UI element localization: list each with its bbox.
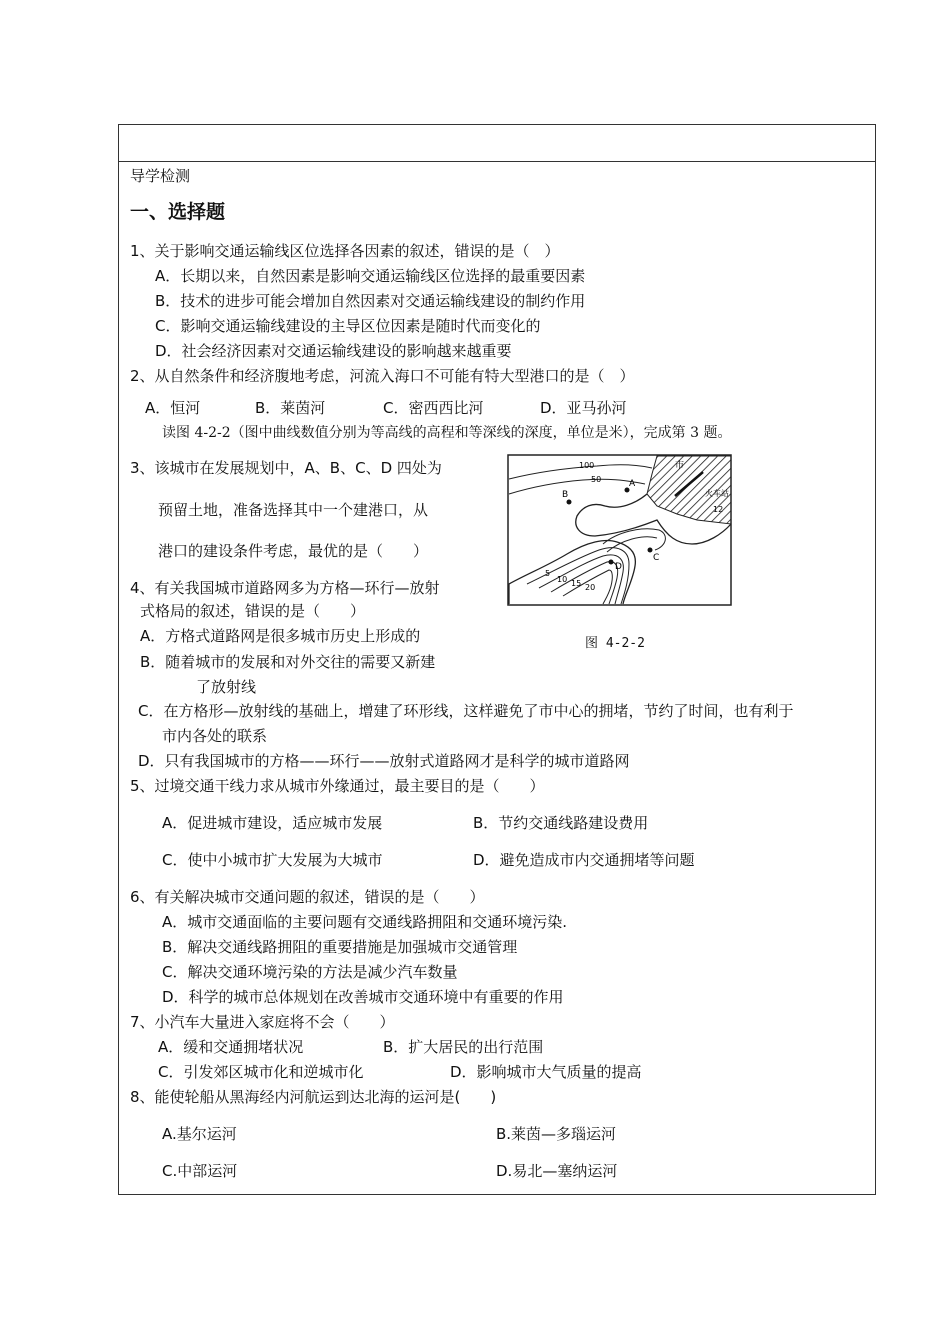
q6-option-c: C．解决交通环境污染的方法是减少汽车数量 [162,963,458,981]
label-depth-15: 15 [571,579,582,588]
q4-stem-line1: 4、有关我国城市道路网多为方格—环行—放射 [130,579,440,597]
point-b-marker [567,500,572,505]
q7-option-b: B．扩大居民的出行范围 [383,1038,544,1056]
q8-option-a: A.基尔运河 [162,1125,237,1143]
q4-option-d: D．只有我国城市的方格——环行——放射式道路网才是科学的城市道路网 [138,752,630,770]
q7-stem: 7、小汽车大量进入家庭将不会（ ） [130,1013,395,1031]
q4-option-c-line2: 市内各处的联系 [162,727,268,745]
label-b: B [562,490,569,500]
q1-option-d: D．社会经济因素对交通运输线建设的影响越来越重要 [155,342,512,360]
q1-option-c: C．影响交通运输线建设的主导区位因素是随时代而变化的 [155,317,541,335]
q1-option-a: A．长期以来，自然因素是影响交通运输线区位选择的最重要因素 [155,267,586,285]
q4-option-a: A．方格式道路网是很多城市历史上形成的 [140,627,421,645]
q2-option-d: D．亚马孙河 [540,399,627,417]
q3-line2: 预留土地，准备选择其中一个建港口，从 [158,501,429,519]
q2-option-b: B．莱茵河 [255,399,326,417]
q5-option-a: A．促进城市建设，适应城市发展 [162,814,383,832]
q7-option-c: C．引发郊区城市化和逆城市化 [158,1063,364,1081]
q6-option-a: A．城市交通面临的主要问题有交通线路拥阻和交通环境污染. [162,913,568,931]
label-depth-10: 10 [557,575,568,584]
q8-option-b: B.莱茵—多瑙运河 [496,1125,617,1143]
q8-option-c: C.中部运河 [162,1162,238,1180]
q4-option-b-line2: 了放射线 [196,678,257,696]
figure-intro: 读图 4-2-2（图中曲线数值分别为等高线的高程和等深线的深度，单位是米），完成第 3 题。 [162,425,732,441]
q6-option-d: D．科学的城市总体规划在改善城市交通环境中有重要的作用 [162,988,564,1006]
label-city: 市 [675,461,685,471]
q7-option-a: A．缓和交通拥堵状况 [158,1038,304,1056]
q1-stem: 1、关于影响交通运输线区位选择各因素的叙述，错误的是（ ） [130,242,560,260]
q5-option-d: D．避免造成市内交通拥堵等问题 [473,851,695,869]
q8-stem: 8、能使轮船从黑海经内河航运到达北海的运河是( ) [130,1088,497,1106]
q5-option-c: C．使中小城市扩大发展为大城市 [162,851,383,869]
figure-caption: 图 4-2-2 [585,636,645,651]
point-d-marker [609,560,614,565]
section-title: 一、选择题 [130,201,226,223]
q5-option-b: B．节约交通线路建设费用 [473,814,649,832]
section-label: 导学检测 [130,167,191,185]
q4-option-b-line1: B．随着城市的发展和对外交往的需要又新建 [140,653,436,671]
label-a: A [629,479,636,489]
q4-stem-line2: 式格局的叙述，错误的是（ ） [140,602,366,620]
q7-option-d: D．影响城市大气质量的提高 [450,1063,642,1081]
q5-stem: 5、过境交通干线力求从城市外缘通过，最主要目的是（ ） [130,777,545,795]
q2-stem: 2、从自然条件和经济腹地考虑，河流入海口不可能有特大型港口的是（ ） [130,367,635,385]
frame-divider [118,161,876,162]
label-depth-20: 20 [585,583,596,592]
q3-line1: 3、该城市在发展规划中，A、B、C、D 四处为 [130,459,442,477]
point-c-marker [648,548,653,553]
label-station: 火车站 [705,489,729,498]
q8-option-d: D.易北—塞纳运河 [496,1162,618,1180]
q6-stem: 6、有关解决城市交通问题的叙述，错误的是（ ） [130,888,485,906]
q2-option-c: C．密西西比河 [383,399,484,417]
label-contour-100: 100 [579,461,595,470]
q2-option-a: A．恒河 [145,399,201,417]
label-contour-50: 50 [591,475,602,484]
label-contour-12: 12 [713,505,724,514]
q6-option-b: B．解决交通线路拥阻的重要措施是加强城市交通管理 [162,938,518,956]
q1-option-b: B．技术的进步可能会增加自然因素对交通运输线建设的制约作用 [155,292,586,310]
q3-line3: 港口的建设条件考虑，最优的是（ ） [158,542,429,560]
label-d: D [615,562,622,572]
q4-option-c-line1: C．在方格形—放射线的基础上，增建了环形线，这样避免了市中心的拥堵，节约了时间，也有利于 [138,702,794,720]
label-depth-5: 5 [545,569,551,578]
port-map-figure [507,454,732,606]
label-c: C [653,553,660,563]
